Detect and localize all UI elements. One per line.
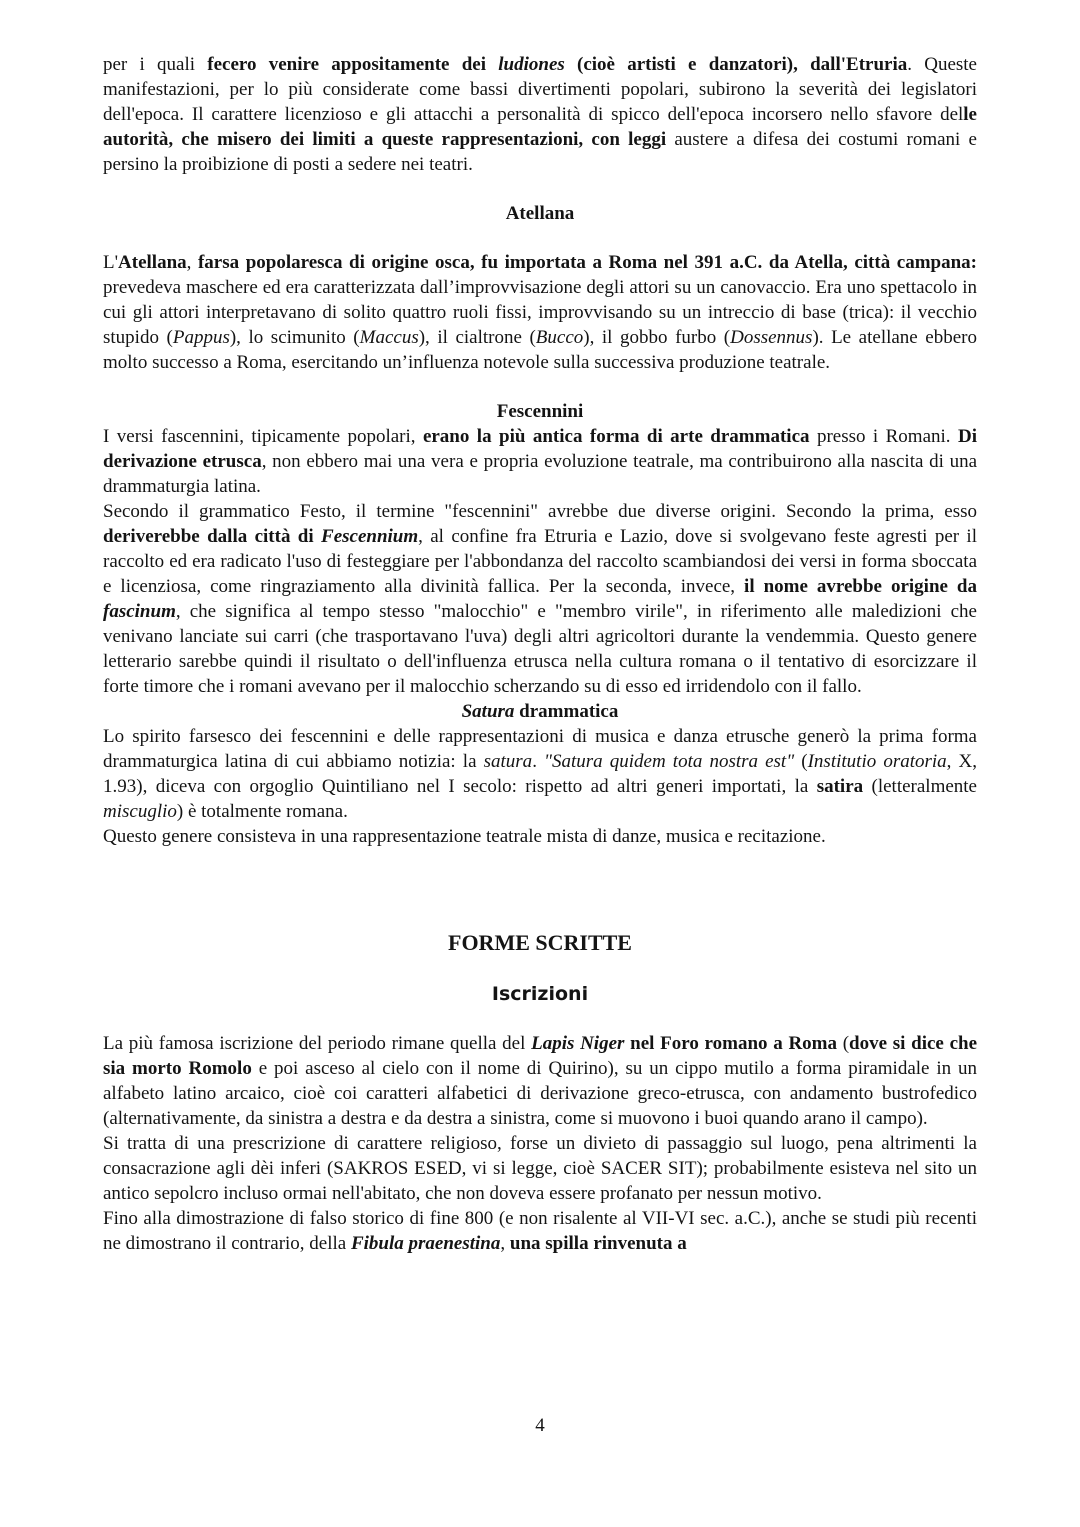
paragraph-satura: Lo spirito farsesco dei fescennini e delle rappresentazioni di musica e danza etrusche generò la prima forma drammaturgica latina di cui abbiamo notizia: la satura. "Satura quidem tota nostra est" (Institutio oratoria, X, 1.93), diceva con orgoglio Quintiliano nel I secolo: rispetto ad altri generi importati, la satira (letteralmente miscuglio) è totalmente romana. bbox=[103, 726, 977, 822]
paragraph-atellana: L'Atellana, farsa popolaresca di origine osca, fu importata a Roma nel 391 a.C. da Atella, città campana: prevedeva maschere ed era caratterizzata dall’improvvisazione degli attori su un canovaccio. Era uno spettacolo in cui gli attori interpretavano di solito quattro ruoli fissi, improvvisando su un intreccio di base (trica): il vecchio stupido (Pappus), lo scimunito (Maccus), il cialtrone (Bucco), il gobbo furbo (Dossennus). Le atellane ebbero molto successo a Roma, esercitando un’influenza notevole sulla successiva produzione teatrale. bbox=[103, 252, 977, 373]
heading-fescennini: Fescennini bbox=[496, 401, 584, 422]
document-page bbox=[103, 52, 977, 1256]
heading-satura: Satura drammatica bbox=[461, 701, 619, 722]
paragraph-lapis-niger: La più famosa iscrizione del periodo rimane quella del Lapis Niger nel Foro romano a Roma (dove si dice che sia morto Romolo e poi asceso al cielo con il nome di Quirino), su un cippo mutilo a forma piramidale in un alfabeto latino arcaico, cioè coi caratteri alfabetici di derivazione greco-etrusca, con andamento bustrofedico (alternativamente, da sinistra a destra e da destra a sinistra, come si muovono i buoi quando arano il campo). bbox=[103, 1033, 978, 1129]
paragraph-fibula: Fino alla dimostrazione di falso storico di fine 800 (e non risalente al VII-VI sec. a.C.), anche se studi più recenti ne dimostrano il contrario, della Fibula praenestina, una spilla rinvenuta a bbox=[103, 1208, 977, 1254]
paragraph-fescennini-intro: I versi fascennini, tipicamente popolari, erano la più antica forma di arte drammatica presso i Romani. Di derivazione etrusca, non ebbero mai una vera e propria evoluzione teatrale, ma contribuirono alla nascita di una drammaturgia latina. bbox=[103, 426, 978, 497]
page-number: 4 bbox=[535, 1415, 545, 1436]
paragraph-prescrizione: Si tratta di una prescrizione di carattere religioso, forse un divieto di passaggio sul luogo, pena altrimenti la consacrazione agli dèi inferi (SAKROS ESED, vi si legge, cioè SACER SIT); probabilmente esisteva nel sito un antico sepolcro incluso ormai nell'abitato, che non doveva essere profanato per nessun motivo. bbox=[103, 1133, 977, 1204]
paragraph-ludiones: per i quali fecero venire appositamente dei ludiones (cioè artisti e danzatori), dall'Etruria. Queste manifestazioni, per lo più considerate come bassi divertimenti popolari, subirono la severità dei legislatori dell'epoca. Il carattere licenzioso e gli attacchi a personalità di spicco dell'epoca incorsero nello sfavore delle autorità, che misero dei limiti a queste rappresentazioni, con leggi austere a difesa dei costumi romani e persino la proibizione di posti a sedere nei teatri. bbox=[103, 54, 977, 175]
paragraph-satura-genre: Questo genere consisteva in una rappresentazione teatrale mista di danze, musica e recitazione. bbox=[103, 826, 826, 847]
heading-atellana: Atellana bbox=[505, 203, 575, 224]
heading-iscrizioni: Iscrizioni bbox=[491, 983, 589, 1005]
section-title-forme-scritte: FORME SCRITTE bbox=[448, 930, 632, 955]
paragraph-fescennini-origins: Secondo il grammatico Festo, il termine "fescennini" avrebbe due diverse origini. Secondo la prima, esso deriverebbe dalla città di Fescennium, al confine fra Etruria e Lazio, dove si svolgevano feste agresti per il raccolto ed era radicato l'uso di festeggiare per l'abbondanza del raccolto scambiandosi dei versi in forma sboccata e licenziosa, come ringraziamento alla divinità fallica. Per la seconda, invece, il nome avrebbe origine da fascinum, che significa al tempo stesso "malocchio" e "membro virile", in riferimento alle maledizioni che venivano lanciate sui carri (che trasportavano l'uva) degli altri agricoltori durante la vendemmia. Questo genere letterario sarebbe quindi il risultato o dell'influenza etrusca nella cultura romana o il tentativo di esorcizzare il forte timore che i romani avevano per il malocchio scherzando su di esso ed irridendolo con il fallo. bbox=[103, 501, 977, 697]
